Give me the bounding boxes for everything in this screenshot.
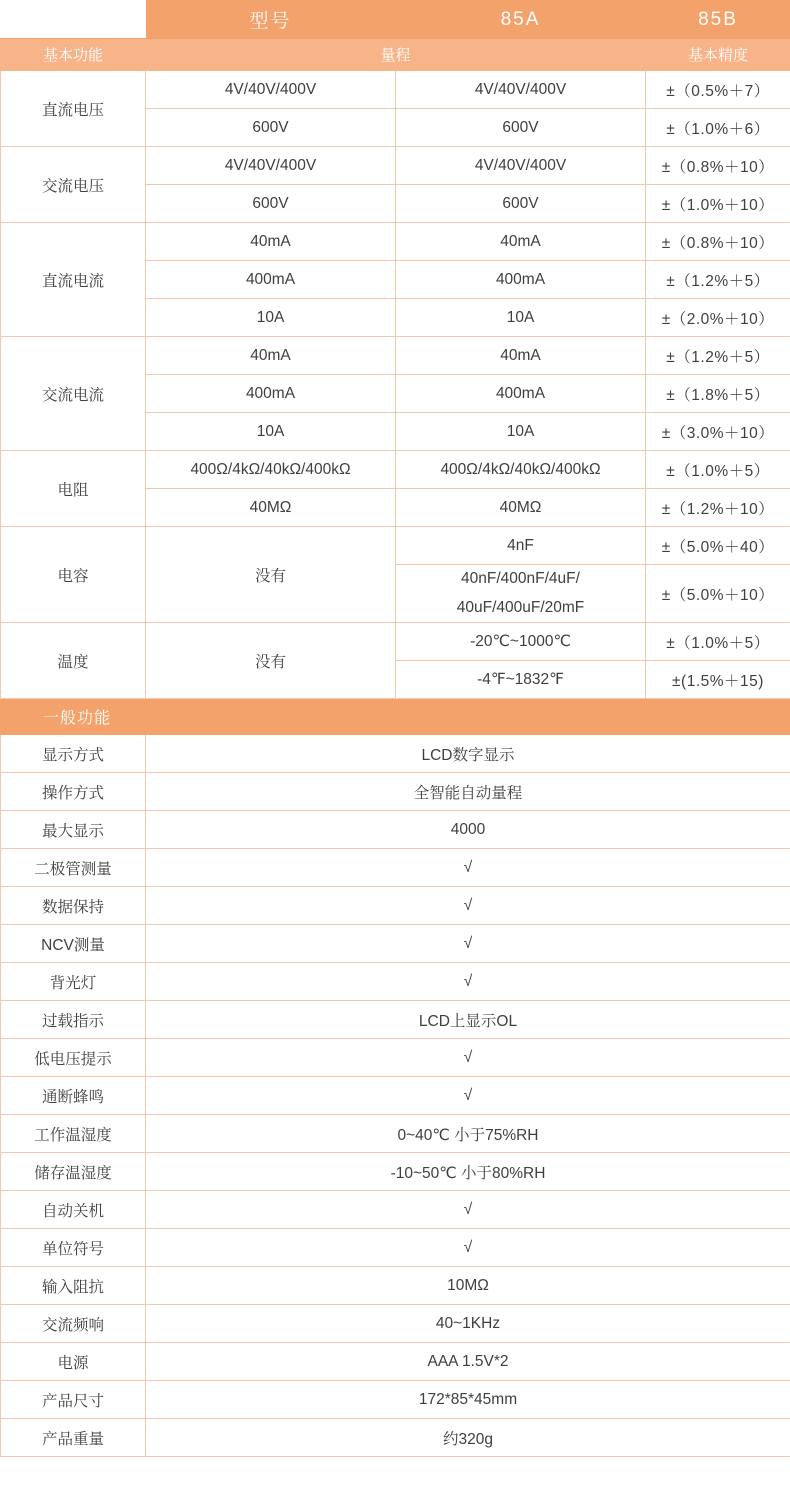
gen-value-operation-mode: 全智能自动量程 (146, 773, 790, 811)
table-row (1, 623, 790, 661)
cell-85a: 40mA (146, 223, 396, 261)
cell-85b: 400Ω/4kΩ/40kΩ/400kΩ (396, 451, 646, 489)
table-row (1, 1039, 790, 1077)
cell-85b-line2: 40uF/400uF/20mF (456, 598, 585, 616)
cell-85b: 600V (396, 109, 646, 147)
table-row (1, 1115, 790, 1153)
table-row (1, 1153, 790, 1191)
cell-85b: 40MΩ (396, 489, 646, 527)
cell-accuracy: ±（3.0%＋10） (646, 413, 790, 451)
table-row (1, 337, 790, 375)
cell-85a: 没有 (146, 623, 396, 699)
gen-value-continuity-buzzer: √ (146, 1077, 790, 1115)
cell-accuracy: ±（1.2%＋5） (646, 261, 790, 299)
cell-accuracy: ±(1.5%＋15) (646, 661, 790, 699)
gen-value-ncv: √ (146, 925, 790, 963)
table-row (1, 849, 790, 887)
cell-85a: 400Ω/4kΩ/40kΩ/400kΩ (146, 451, 396, 489)
table-row (1, 1267, 790, 1305)
header-range: 量程 (146, 39, 646, 71)
cell-85b: -4℉~1832℉ (396, 661, 646, 699)
gen-label-operation-mode: 操作方式 (1, 773, 146, 811)
cell-85b: 40mA (396, 223, 646, 261)
gen-label-unit-symbol: 单位符号 (1, 1229, 146, 1267)
table-row (1, 887, 790, 925)
cell-85b: 600V (396, 185, 646, 223)
gen-label-ncv: NCV测量 (1, 925, 146, 963)
gen-value-overload: LCD上显示OL (146, 1001, 790, 1039)
cell-85b: 40mA (396, 337, 646, 375)
row-label-ac-voltage: 交流电压 (1, 147, 146, 223)
table-row (1, 527, 790, 565)
header-model-label: 型号 (146, 1, 396, 39)
gen-value-backlight: √ (146, 963, 790, 1001)
gen-label-max-display: 最大显示 (1, 811, 146, 849)
gen-value-storage-temp-humidity: -10~50℃ 小于80%RH (146, 1153, 790, 1191)
section-header-general-label: 一般功能 (1, 699, 790, 735)
table-row (1, 1381, 790, 1419)
cell-accuracy: ±（1.8%＋5） (646, 375, 790, 413)
gen-value-low-battery: √ (146, 1039, 790, 1077)
header-basic-function: 基本功能 (1, 39, 146, 71)
table-row (1, 451, 790, 489)
cell-accuracy: ±（1.2%＋10） (646, 489, 790, 527)
cell-85b (396, 565, 646, 623)
gen-label-auto-power-off: 自动关机 (1, 1191, 146, 1229)
header-blank-cell (1, 1, 146, 39)
row-label-temperature: 温度 (1, 623, 146, 699)
table-row (1, 735, 790, 773)
cell-accuracy: ±（0.8%＋10） (646, 223, 790, 261)
cell-85b: 4V/40V/400V (396, 71, 646, 109)
cell-85a: 400mA (146, 375, 396, 413)
cell-85a: 10A (146, 299, 396, 337)
cell-85a: 40mA (146, 337, 396, 375)
cell-85b: -20℃~1000℃ (396, 623, 646, 661)
cell-accuracy: ±（1.0%＋10） (646, 185, 790, 223)
cell-85b: 10A (396, 413, 646, 451)
gen-value-ac-frequency-response: 40~1KHz (146, 1305, 790, 1343)
gen-value-power-source: AAA 1.5V*2 (146, 1343, 790, 1381)
row-label-resistance: 电阻 (1, 451, 146, 527)
table-row (1, 1305, 790, 1343)
section-header-general (1, 699, 790, 735)
cell-accuracy: ±（5.0%＋40） (646, 527, 790, 565)
cell-accuracy: ±（1.2%＋5） (646, 337, 790, 375)
table-row (1, 963, 790, 1001)
gen-label-product-size: 产品尺寸 (1, 1381, 146, 1419)
gen-label-data-hold: 数据保持 (1, 887, 146, 925)
gen-value-auto-power-off: √ (146, 1191, 790, 1229)
cell-85a: 10A (146, 413, 396, 451)
cell-accuracy: ±（2.0%＋10） (646, 299, 790, 337)
table-row (1, 1343, 790, 1381)
gen-value-unit-symbol: √ (146, 1229, 790, 1267)
cell-85b: 10A (396, 299, 646, 337)
cell-85a: 40MΩ (146, 489, 396, 527)
table-row (1, 1191, 790, 1229)
cell-accuracy: ±（1.0%＋5） (646, 623, 790, 661)
cell-accuracy: ±（0.8%＋10） (646, 147, 790, 185)
gen-value-product-size: 172*85*45mm (146, 1381, 790, 1419)
cell-85a: 600V (146, 185, 396, 223)
gen-label-diode-test: 二极管测量 (1, 849, 146, 887)
cell-accuracy: ±（5.0%＋10） (646, 565, 790, 623)
gen-label-product-weight: 产品重量 (1, 1419, 146, 1457)
gen-value-display-mode: LCD数字显示 (146, 735, 790, 773)
gen-value-product-weight: 约320g (146, 1419, 790, 1457)
row-label-dc-current: 直流电流 (1, 223, 146, 337)
gen-label-overload: 过载指示 (1, 1001, 146, 1039)
gen-value-operating-temp-humidity: 0~40℃ 小于75%RH (146, 1115, 790, 1153)
gen-label-storage-temp-humidity: 储存温湿度 (1, 1153, 146, 1191)
gen-label-display-mode: 显示方式 (1, 735, 146, 773)
gen-label-power-source: 电源 (1, 1343, 146, 1381)
table-header-sub-row (1, 39, 790, 71)
cell-85a: 没有 (146, 527, 396, 623)
cell-85a: 600V (146, 109, 396, 147)
table-row (1, 1001, 790, 1039)
gen-label-ac-frequency-response: 交流频响 (1, 1305, 146, 1343)
table-row (1, 1077, 790, 1115)
gen-value-max-display: 4000 (146, 811, 790, 849)
cell-85b: 400mA (396, 261, 646, 299)
cell-85b: 4V/40V/400V (396, 147, 646, 185)
gen-label-operating-temp-humidity: 工作温湿度 (1, 1115, 146, 1153)
row-label-ac-current: 交流电流 (1, 337, 146, 451)
gen-label-input-impedance: 输入阻抗 (1, 1267, 146, 1305)
table-row (1, 925, 790, 963)
cell-85a: 400mA (146, 261, 396, 299)
gen-value-data-hold: √ (146, 887, 790, 925)
cell-85a: 4V/40V/400V (146, 147, 396, 185)
table-row (1, 223, 790, 261)
cell-85b-line1: 40nF/400nF/4uF/ (461, 570, 580, 587)
cell-85b: 400mA (396, 375, 646, 413)
cell-accuracy: ±（1.0%＋5） (646, 451, 790, 489)
table-header-model-row (1, 1, 790, 39)
cell-85a: 4V/40V/400V (146, 71, 396, 109)
table-row (1, 71, 790, 109)
table-row (1, 811, 790, 849)
gen-value-diode-test: √ (146, 849, 790, 887)
gen-label-low-battery: 低电压提示 (1, 1039, 146, 1077)
header-model-85b: 85B (646, 1, 790, 39)
table-row (1, 1229, 790, 1267)
header-model-85a: 85A (396, 1, 646, 39)
cell-85b: 4nF (396, 527, 646, 565)
table-row (1, 1419, 790, 1457)
gen-label-continuity-buzzer: 通断蜂鸣 (1, 1077, 146, 1115)
header-basic-accuracy: 基本精度 (646, 39, 790, 71)
cell-accuracy: ±（1.0%＋6） (646, 109, 790, 147)
row-label-dc-voltage: 直流电压 (1, 71, 146, 147)
table-row (1, 773, 790, 811)
row-label-capacitance: 电容 (1, 527, 146, 623)
gen-value-input-impedance: 10MΩ (146, 1267, 790, 1305)
gen-label-backlight: 背光灯 (1, 963, 146, 1001)
cell-accuracy: ±（0.5%＋7） (646, 71, 790, 109)
table-row (1, 147, 790, 185)
